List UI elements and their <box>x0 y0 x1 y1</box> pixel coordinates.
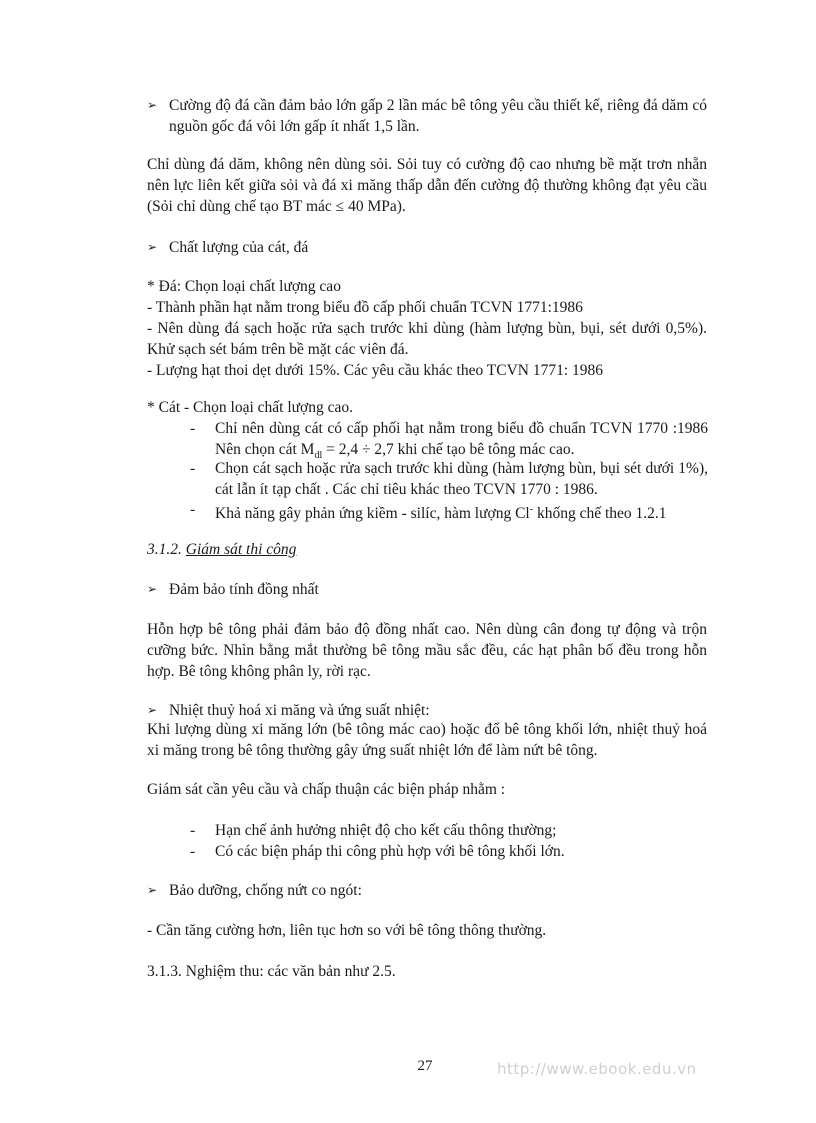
dash-marker: - <box>190 420 196 437</box>
bullet-curing-text: Bảo dưỡng, chống nứt co ngót: <box>169 882 362 899</box>
arrow-bullet-icon: ➢ <box>147 582 158 596</box>
paragraph-uniform: Hỗn hợp bê tông phải đảm bảo độ đồng nhất cao. Nên dùng cân đong tự động và trộn cưỡng bức. Nhìn bằng mắt thường bê tông mầu sắc đều, các hạt phân bố đều trong hỗn hợp. Bê tông không phân ly, rời rạc. <box>147 621 707 680</box>
sand-title: * Cát - Chọn loại chất lượng cao. <box>147 399 353 416</box>
measure-item-1-text: Hạn chế ảnh hưởng nhiệt độ cho kết cấu thông thường; <box>215 822 557 839</box>
section-heading-3-1-2 <box>147 539 707 560</box>
dash-marker: - <box>190 501 196 518</box>
sand-item-3-text <box>215 499 708 524</box>
page-number: 27 <box>417 1058 433 1074</box>
stone-line-3: - Lượng hạt thoi dẹt dưới 15%. Các yêu cầu khác theo TCVN 1771: 1986 <box>147 362 604 379</box>
arrow-bullet-icon: ➢ <box>147 98 158 112</box>
arrow-bullet-icon: ➢ <box>147 703 158 717</box>
paragraph-heat: Khi lượng dùng xi măng lớn (bê tông mác cao) hoặc đổ bê tông khối lớn, nhiệt thuỷ hoá xi măng trong bê tông thường gây ứng suất nhiệt lớn để làm nứt bê tông. <box>147 721 707 759</box>
dash-marker: - <box>190 460 196 477</box>
dash-marker: - <box>190 843 196 860</box>
sand-item-3-superscript: - <box>529 504 534 515</box>
bullet-strength-text: Cường độ đá cần đảm bảo lớn gấp 2 lần mác bê tông yêu cầu thiết kế, riêng đá dăm có nguồn gốc đá vôi lớn gấp ít nhất 1,5 lần. <box>169 97 707 135</box>
sand-item-2 <box>190 458 708 500</box>
section-heading-text: Giám sát thi công <box>185 541 297 558</box>
bullet-curing <box>147 880 707 901</box>
sand-item-3-part-b: khống chế theo 1.2.1 <box>533 505 667 523</box>
bullet-heat <box>147 700 707 721</box>
section-acceptance: 3.1.3. Nghiệm thu: các văn bản như 2.5. <box>147 963 396 980</box>
bullet-strength <box>147 95 707 137</box>
measure-item-2 <box>190 841 708 862</box>
bullet-quality <box>147 237 707 258</box>
sand-item-3-part-a: Khả năng gây phản ứng kiềm - silíc, hàm lượng Cl <box>215 505 530 523</box>
stone-title: * Đá: Chọn loại chất lượng cao <box>147 278 341 295</box>
bullet-uniform-text: Đảm bảo tính đồng nhất <box>169 581 319 598</box>
bullet-heat-text: Nhiệt thuỷ hoá xi măng và ứng suất nhiệt: <box>169 702 430 719</box>
sand-item-2-text: Chọn cát sạch hoặc rửa sạch trước khi dùng (hàm lượng bùn, bụi sét dưới 1%), cát lẫn ít tạp chất . Các chỉ tiêu khác theo TCVN 1770 : 1986. <box>215 460 708 498</box>
watermark-link[interactable]: http://www.ebook.edu.vn <box>497 1060 697 1078</box>
bullet-uniform <box>147 579 707 600</box>
arrow-bullet-icon: ➢ <box>147 883 158 897</box>
stone-line-1: - Thành phần hạt nằm trong biểu đồ cấp phối chuẩn TCVN 1771:1986 <box>147 299 583 316</box>
stone-block <box>147 276 707 381</box>
sand-item-1-part-a: Chỉ nên dùng cát có cấp phối hạt nằm trong biểu đồ chuẩn TCVN 1770 :1986 Nên chọn cát M <box>215 420 708 458</box>
measure-item-2-text: Có các biện pháp thi công phù hợp với bê tông khối lớn. <box>215 843 565 860</box>
sand-item-1-part-b: = 2,4 ÷ 2,7 khi chế tạo bê tông mác cao. <box>322 441 575 458</box>
sand-item-1-subscript: dl <box>314 450 323 462</box>
dash-marker: - <box>190 822 196 839</box>
measure-item-1 <box>190 820 708 841</box>
arrow-bullet-icon: ➢ <box>147 240 158 254</box>
paragraph-curing: - Cần tăng cường hơn, liên tục hơn so với bê tông thông thường. <box>147 922 547 939</box>
paragraph-require: Giám sát cần yêu cầu và chấp thuận các biện pháp nhằm : <box>147 781 506 798</box>
stone-line-2: - Nên dùng đá sạch hoặc rửa sạch trước khi dùng (hàm lượng bùn, bụi, sét dưới 0,5%). Khử sạch sét bám trên bề mặt các viên đá. <box>147 320 707 358</box>
sand-item-3 <box>190 499 708 524</box>
paragraph-gravel: Chỉ dùng đá dăm, không nên dùng sỏi. Sỏi tuy có cường độ cao nhưng bề mặt trơn nhẵn nên lực liên kết giữa sỏi và đá xi măng thấp dẫn đến cường độ thường không đạt yêu cầu (Sỏi chỉ dùng chế tạo BT mác ≤ 40 MPa). <box>147 156 707 215</box>
section-heading-number: 3.1.2. <box>147 541 186 558</box>
bullet-quality-text: Chất lượng của cát, đá <box>169 239 309 256</box>
